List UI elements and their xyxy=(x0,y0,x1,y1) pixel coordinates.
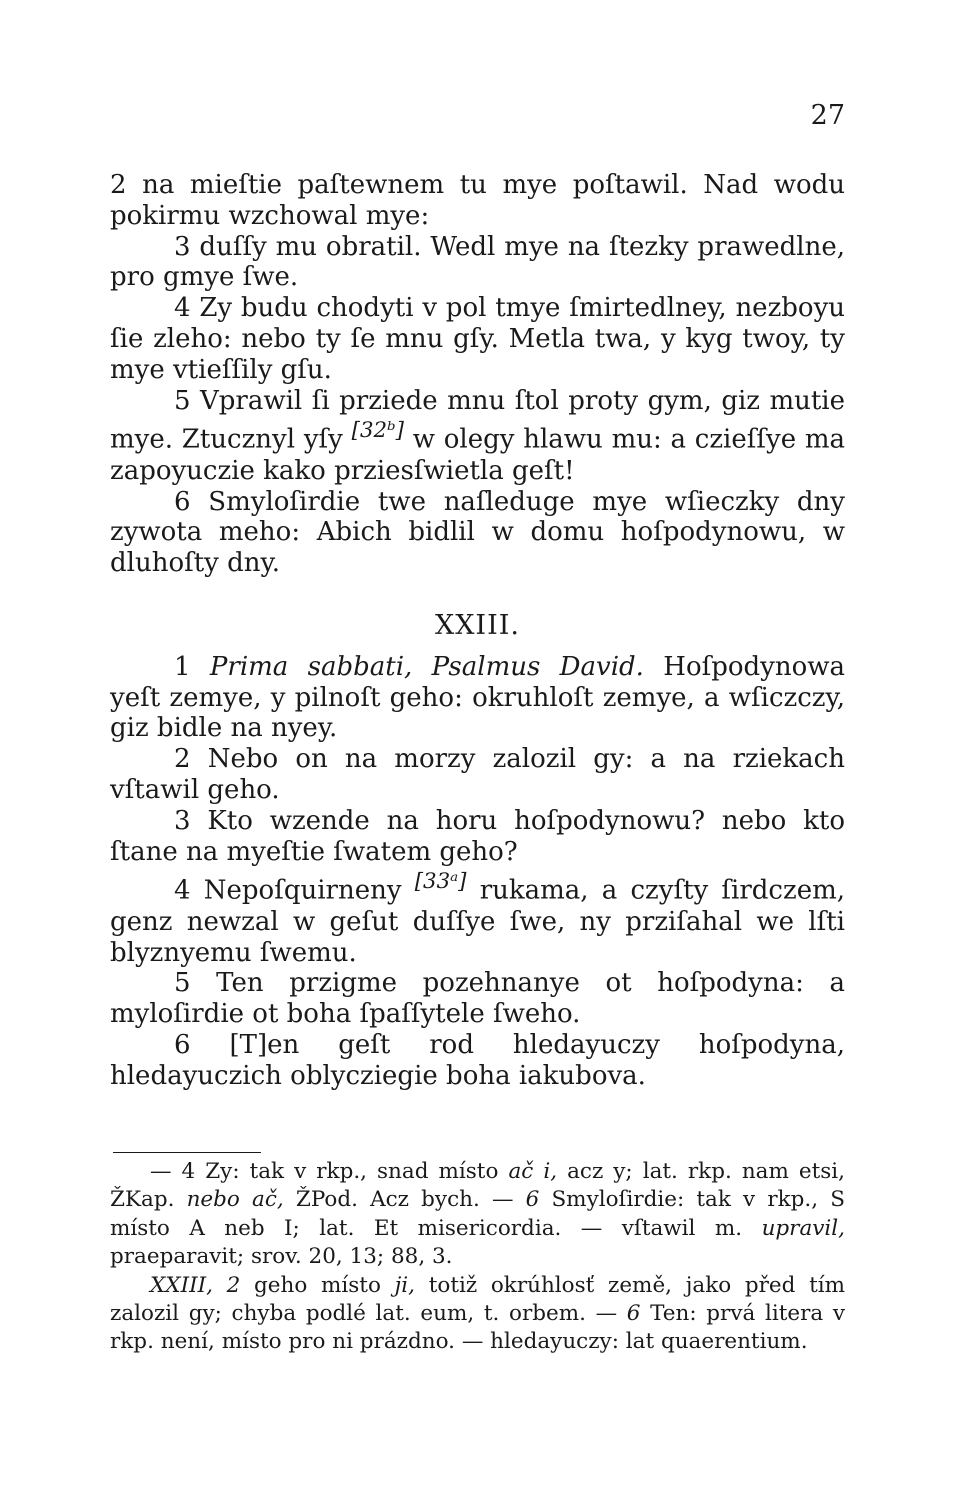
footnotes xyxy=(110,1158,845,1357)
footnote-text: — 4 Zy: tak v rkp., snad místo xyxy=(150,1159,499,1184)
verse-22-5 xyxy=(110,386,845,487)
verse-23-1-text: Hoſpodynowa yeſt zemye, y pilnoſt geho: okruhloſt zemye, a wſiczczy, giz bidle na nyey. xyxy=(110,651,845,744)
footnote-italic: 6 xyxy=(525,1187,540,1213)
folio-marker: [32ᵇ] xyxy=(351,418,404,444)
verse-23-4-part-a: 4 Nepoſquirneny xyxy=(174,876,402,907)
footnote-text: geho místo xyxy=(254,1272,381,1298)
verse-number: 1 xyxy=(174,651,191,682)
verse-23-1 xyxy=(110,652,845,744)
verse-23-3: 3 Kto wzende na horu hoſpodynowu? nebo kto ſtane na myeſtie ſwatem geho? xyxy=(110,805,845,867)
footnote-text: praeparavit; srov. 20, 13; 88, 3. xyxy=(110,1244,453,1270)
verse-23-4 xyxy=(110,867,845,968)
footnote-italic: ji, xyxy=(394,1272,416,1298)
footnote-text: Ten: prvá litera v rkp. není, místo pro ni prázdno. — hledayuczy: lat quaerentium. xyxy=(110,1301,845,1355)
footnote-divider xyxy=(113,1152,261,1153)
verse-22-6: 6 Smyloſirdie twe naſleduge mye wſieczky dny zywota meho: Abich bidlil w domu hoſpodynowu, w dluhoſty dny. xyxy=(110,486,845,579)
folio-marker: [33ᵃ] xyxy=(414,869,467,895)
verse-22-2: 2 na mieſtie paſtewnem tu mye poſtawil. Nad wodu pokirmu wzchowal mye: xyxy=(110,170,845,231)
footnote-1 xyxy=(110,1158,845,1272)
verse-22-4: 4 Zy budu chodyti v pol tmye ſmirtedlney, nezboyu ſie zleho: nebo ty ſe mnu gſy. Metla twa, y kyg twoy, ty mye vtieſſily gſu. xyxy=(110,293,845,385)
verse-22-3: 3 duſſy mu obratil. Wedl mye na ſtezky prawedlne, pro gmye ſwe. xyxy=(110,231,845,293)
verse-22-5-part-b: w olegy hlawu mu: a czieſſye ma zapoyuczie kako prziesſwietla geſt! xyxy=(110,425,846,486)
footnote-italic: 6 xyxy=(626,1301,641,1327)
verse-23-4-part-b: rukama, a czyſty ſirdczem, genz newzal w geſut duſſye ſwe, ny prziſahal we lſti blyznyemu ſwemu. xyxy=(110,876,845,968)
footnote-text: Smyloſirdie: tak v rkp., S místo A neb I; lat. Et misericordia. — vſtawil m. xyxy=(110,1187,845,1241)
verse-22-5-part-a: 5 Vprawil ſi prziede mnu ſtol proty gym, giz mutie mye. Ztucznyl yſy xyxy=(110,385,845,456)
main-text xyxy=(110,170,845,1092)
verse-23-5: 5 Ten przigme pozehnanye ot hoſpodyna: a myloſirdie ot boha ſpaſſytele ſweho. xyxy=(110,968,845,1030)
verse-23-6: 6 [T]en geſt rod hledayuczy hoſpodyna, hledayuczich oblycziegie boha iakubova. xyxy=(110,1030,845,1091)
footnote-text: ŽPod. Acz bych. — xyxy=(295,1187,514,1213)
footnote-italic: XXIII, 2 xyxy=(150,1272,241,1298)
page-number: 27 xyxy=(810,100,845,131)
footnote-italic: upravil, xyxy=(761,1215,846,1241)
footnote-2 xyxy=(110,1272,845,1357)
psalm-title: Prima sabbati, Psalmus David. xyxy=(209,651,644,682)
verse-23-2: 2 Nebo on na morzy zalozil gy: a na rziekach vſtawil geho. xyxy=(110,744,845,805)
psalm-heading: XXIII. xyxy=(434,610,521,642)
footnote-text: acz y; lat. rkp. nam etsi, ŽKap. xyxy=(110,1159,846,1213)
footnote-italic: ač i, xyxy=(508,1159,558,1184)
footnote-text: totiž okrúhlosť země, jako před tím zalozil gy; chyba podlé lat. eum, t. orbem. — xyxy=(110,1272,846,1327)
footnote-italic: nebo ač, xyxy=(186,1187,284,1213)
